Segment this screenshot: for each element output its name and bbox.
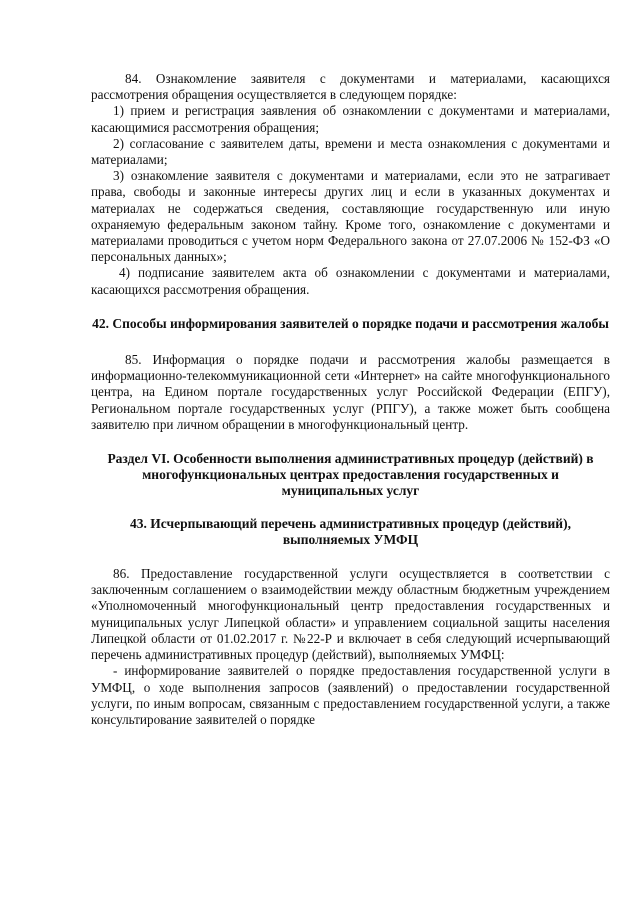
list-item-86-1: - информирование заявителей о порядке предоставления государственной услуги в УМФЦ, о ходе выполнения запросов (заявлений) о предоставлении государственной услуги, по иным вопросам, связанным с предоставлением государственной услуги, а также консультирование заявителей о порядке (91, 663, 610, 727)
list-item-84-2: 2) согласование с заявителем даты, времени и места ознакомления с документами и материалами; (91, 135, 610, 168)
paragraph-84-intro: 84. Ознакомление заявителя с документами и материалами, касающихся рассмотрения обращения осуществляется в следующем порядке: (91, 71, 610, 103)
paragraph-85: 85. Информация о порядке подачи и рассмотрения жалобы размещается в информационно-телекоммуникационной сети «Интернет» на сайте многофункционального центра, на Едином портале государственных услуг Российской Федерации (ЕПГУ), Региональном портале государственных услуг (РПГУ), а также может быть сообщена заявителю при личном обращении в многофункциональный центр. (91, 352, 610, 432)
list-item-84-3: 3) ознакомление заявителя с документами и материалами, если это не затрагивает права, свободы и законные интересы других лиц и если в указанных документах и материалах не содержаться сведения, составляющие государственную или иную охраняемую федеральным законом тайну. Кроме того, ознакомление с документами и материалами проводиться с учетом норм Федерального закона от 27.07.2006 № 152-ФЗ «О персональных данных»; (91, 168, 610, 265)
list-item-84-1: 1) прием и регистрация заявления об ознакомлении с документами и материалами, касающимися рассмотрения обращения; (91, 103, 610, 135)
document-body (91, 71, 610, 728)
paragraph-86: 86. Предоставление государственной услуги осуществляется в соответствии с заключенным соглашением о взаимодействии между областным бюджетным учреждением «Уполномоченный многофункциональный центр предоставления государственных и муниципальных услуг Липецкой области» и управлением социальной защиты населения Липецкой области от 01.02.2017 г. №22-Р и включает в себя следующий исчерпывающий перечень административных процедур (действий), выполняемых УМФЦ: (91, 566, 610, 663)
heading-section-42: 42. Способы информирования заявителей о порядке подачи и рассмотрения жалобы (92, 315, 609, 331)
heading-section-43: 43. Исчерпывающий перечень административных процедур (действий), выполняемых УМФЦ (130, 515, 571, 547)
heading-section-6: Раздел VI. Особенности выполнения административных процедур (действий) в многофункциональных центрах предоставления государственных и муниципальных услуг (107, 451, 594, 499)
list-item-84-4: 4) подписание заявителем акта об ознакомлении с документами и материалами, касающихся рассмотрения обращения. (91, 265, 610, 297)
